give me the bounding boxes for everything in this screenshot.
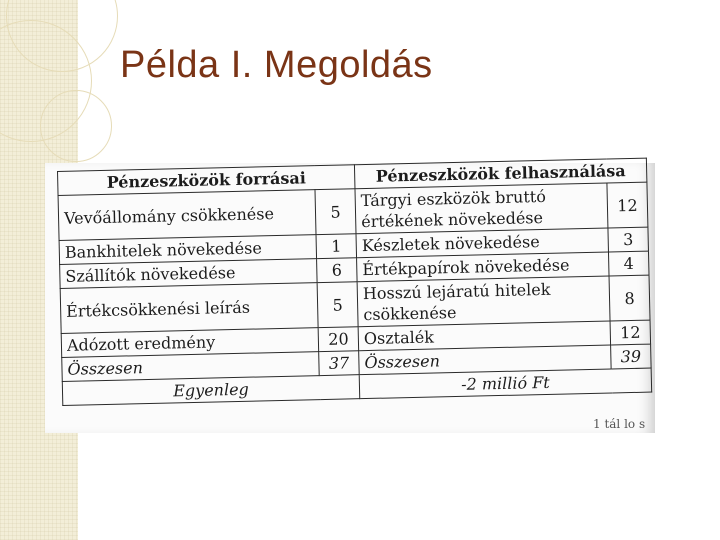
use-value: 4 [609, 251, 650, 276]
source-label: Értékcsökkenési leírás [60, 283, 318, 334]
sources-header: Pénzeszközök forrásai [58, 165, 356, 196]
balance-value: -2 millió Ft [359, 368, 651, 399]
cropped-text-fragment: 1 tál lo s [593, 417, 646, 431]
use-value: 8 [609, 275, 650, 321]
cash-flow-table [57, 158, 652, 406]
use-value: 3 [608, 227, 649, 252]
uses-header: Pénzeszközök felhasználása [354, 158, 646, 189]
source-label: Bankhitelek növekedése [59, 235, 317, 265]
scanned-table-image [45, 163, 655, 433]
source-value: 5 [315, 189, 356, 235]
slide-title: Példa I. Megoldás [120, 44, 433, 86]
total-sources-value: 37 [319, 351, 359, 376]
total-uses-label: Összesen [359, 345, 611, 375]
use-value: 12 [607, 182, 648, 228]
source-label: Adózott eredmény [61, 328, 319, 358]
use-label: Tárgyi eszközök bruttó értékének növekedése [355, 183, 608, 234]
source-label: Vevőállomány csökkenése [58, 190, 316, 241]
source-value: 1 [316, 234, 356, 259]
use-label: Osztalék [358, 321, 610, 351]
balance-label: Egyenleg [62, 375, 360, 406]
source-label: Szállítók növekedése [60, 259, 318, 289]
source-value: 20 [318, 327, 358, 352]
use-label: Készletek növekedése [356, 228, 608, 258]
use-label: Hosszú lejáratú hitelek csökkenése [357, 276, 610, 327]
use-value: 12 [610, 320, 651, 345]
source-value: 6 [317, 258, 357, 283]
decorative-circle [40, 90, 112, 162]
total-sources-label: Összesen [62, 352, 320, 382]
total-uses-value: 39 [611, 344, 652, 369]
source-value: 5 [317, 282, 358, 328]
use-label: Értékpapírok növekedése [357, 252, 609, 282]
